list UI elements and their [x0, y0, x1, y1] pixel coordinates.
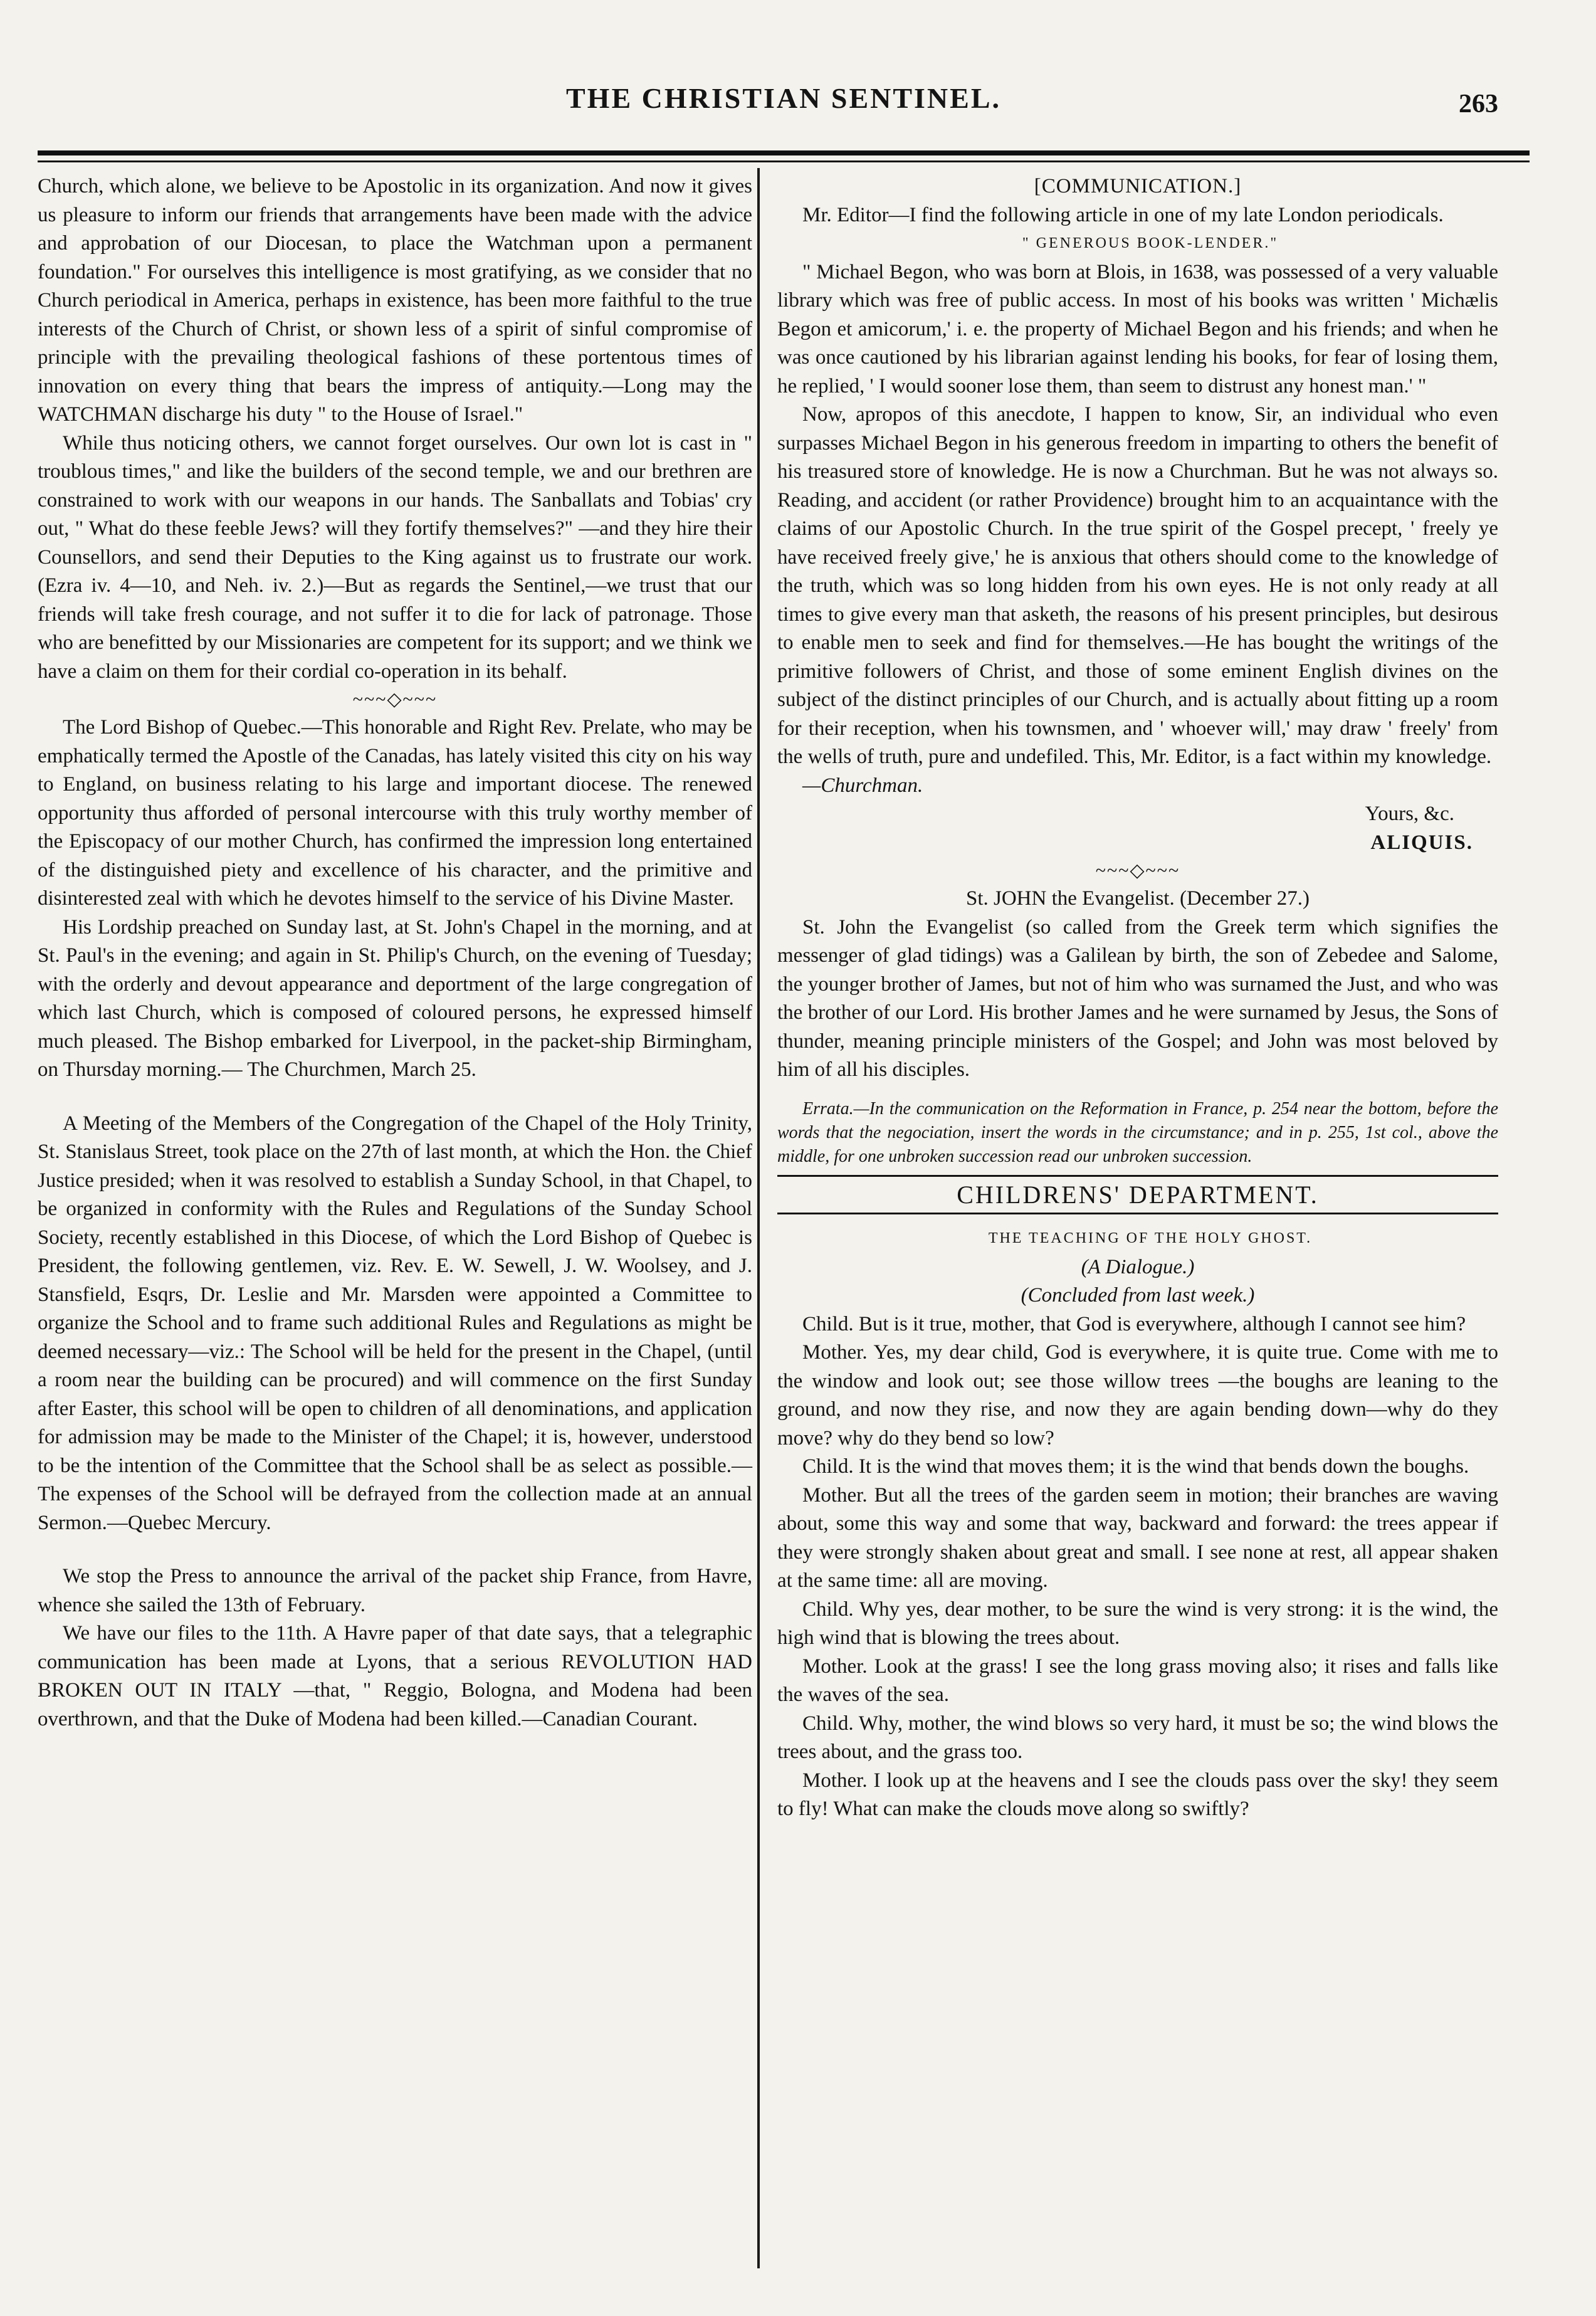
paragraph-editor-intro: Mr. Editor—I find the following article in one of my late London periodicals.	[802, 203, 1444, 226]
page-header	[38, 82, 1530, 150]
dialogue-line: Child. It is the wind that moves them; it is the wind that bends down the boughs.	[802, 1455, 1469, 1478]
page-number: 263	[1459, 90, 1498, 118]
dialogue-line: Mother. Yes, my dear child, God is everywhere, it is quite true. Come with me to the window and look out; see those willow trees —the boughs are leaning to the ground, and now they rise, and now they are again bending down—why do they move? why do they bend so low?	[777, 1341, 1498, 1450]
signature-aliquis: ALIQUIS.	[1370, 831, 1473, 854]
ornament-divider: ~~~◇~~~	[1095, 860, 1180, 881]
dialogue-line: Child. But is it true, mother, that God is everywhere, although I cannot see him?	[802, 1312, 1466, 1335]
yours-signoff: Yours, &c.	[1365, 803, 1454, 825]
paragraph-watchman: Church, which alone, we believe to be Apostolic in its organization. And now it gives us pleasure to inform our friends that arrangements have been made with the advice and approbation of our Diocesan, to place the Watchman upon a permanent foundation." For ourselves this intelligence is most gratifying, as we consider that no Church periodical in America, perhaps in existence, has been more faithful to the true interests of the Church of Christ, or shown less of a spirit of sinful compromise of principle with the prevailing theological fashions of these portentous times of innovation on every thing that bears the impress of antiquity.—Long may the WATCHMAN discharge his duty " to the House of Israel."	[38, 175, 752, 426]
paragraph-stop-the-press: We stop the Press to announce the arrival of the packet ship France, from Havre, whence she sailed the 13th of February.	[38, 1565, 752, 1616]
dialogue-line: Mother. But all the trees of the garden seem in motion; their branches are waving about, some this way and some that way, backward and forward: the trees appear if they were strongly shaken about great and small. I see none at rest, all appear shaken at the same time: all are moving.	[777, 1483, 1498, 1592]
dialogue-line: Child. Why, mother, the wind blows so very hard, it must be so; the wind blows the trees about, and the grass too.	[777, 1712, 1498, 1763]
childrens-department-heading: CHILDRENS' DEPARTMENT.	[777, 1175, 1498, 1215]
dialogue-concluded: (Concluded from last week.)	[1021, 1284, 1255, 1307]
paragraph-lordship-preached: His Lordship preached on Sunday last, at St. John's Chapel in the morning, and at St. Paul's in the evening; and again in St. Philip's Church, on the evening of Tuesday; with the orderly and devout appearance and deportment of the large congregation of which last Church, which is composed of coloured persons, he expressed himself much pleased. The Bishop embarked for Liverpool, in the packet-ship Birmingham, on Thursday morning.— The Churchmen, March 25.	[38, 915, 752, 1081]
spacer	[38, 1085, 752, 1110]
st-john-heading: St. JOHN the Evangelist. (December 27.)	[965, 887, 1310, 910]
right-column	[777, 172, 1498, 1824]
paragraph-bishop-of-quebec: The Lord Bishop of Quebec.—This honorable and Right Rev. Prelate, who may be emphatically termed the Apostle of the Canadas, has lately visited this city on his way to England, on business relating to his large and important diocese. The renewed opportunity thus afforded of personal intercourse with this truly worthy member of the Episcopacy of our mother Church, has confirmed the impression long entertained of the distinguished piety and excellence of his character, and the primitive and disinterested zeal with which he devotes himself to the service of his Divine Master.	[38, 716, 752, 910]
dialogue-line: Mother. Look at the grass! I see the long grass moving also; it rises and falls like the waves of the sea.	[777, 1655, 1498, 1706]
left-column	[38, 172, 752, 1734]
column-divider	[757, 168, 760, 2268]
source-churchman: —Churchman.	[802, 774, 923, 797]
spacer	[777, 1085, 1498, 1097]
communication-label: [COMMUNICATION.]	[1034, 175, 1242, 197]
paragraph-sunday-school-meeting: A Meeting of the Members of the Congregation of the Chapel of the Holy Trinity, St. Stanislaus Street, took place on the 27th of last month, at which the Hon. the Chief Justice presided; when it was resolved to establish a Sunday School, in that Chapel, to be organized in conformity with the Rules and Regulations of the Sunday School Society, recently established in this Diocese, of which the Lord Bishop of Quebec is President, the following gentlemen, viz. Rev. E. W. Sewell, J. W. Woolsey, and J. Stansfield, Esqrs, Dr. Leslie and Mr. Marsden were appointed a Committee to organize the School and to frame such additional Rules and Regulations as might be deemed necessary—viz.: The School will be held for the present in the Chapel, (until a room near the building can be procured) and will commence on the first Sunday after Easter, this school will be open to children of all denominations, and application for admission may be made to the Minister of the Chapel; it is, however, understood to be the intention of the Committee that the School shall be as select as possible.—The expenses of the School will be defrayed from the collection made at an annual Sermon.—Quebec Mercury.	[38, 1112, 752, 1534]
article-title-book-lender: " GENEROUS BOOK-LENDER."	[1022, 235, 1279, 251]
spacer	[38, 1537, 752, 1562]
paragraph-st-john: St. John the Evangelist (so called from the Greek term which signifies the messenger of glad tidings) was a Galilean by birth, the son of Zebedee and Salome, the younger brother of James, but not of him who was surnamed the Just, and who was the brother of our Lord. His brother James and he were surnamed by Jesus, the Sons of thunder, meaning principle ministers of the Gospel; and John was most beloved by him of all his disciples.	[777, 915, 1498, 1081]
paragraph-ourselves: While thus noticing others, we cannot forget ourselves. Our own lot is cast in " troublous times," and like the builders of the second temple, we and our brethren are constrained to work with our weapons in our hands. The Sanballats and Tobias' cry out, " What do these feeble Jews? will they fortify themselves?" —and they hire their Counsellors, and send their Deputies to the King against us to frustrate our work. (Ezra iv. 4—10, and Neh. iv. 2.)—But as regards the Sentinel,—we trust that our friends will take fresh courage, and not suffer it to die for lack of patronage. Those who are benefitted by our Missionaries are competent for its support; and we think we have a claim on them for their cordial co-operation in its behalf.	[38, 431, 752, 683]
dialogue-title: THE TEACHING OF THE HOLY GHOST.	[988, 1230, 1313, 1246]
dialogue-line: Child. Why yes, dear mother, to be sure the wind is very strong: it is the wind, the high wind that is blowing the trees about.	[777, 1598, 1498, 1649]
errata-note: Errata.—In the communication on the Reformation in France, p. 254 near the bottom, before the words that the negociation, insert the words in the circumstance; and in p. 255, 1st col., above the middle, for one unbroken succession read our unbroken succession.	[777, 1098, 1498, 1166]
dialogue-line: Mother. I look up at the heavens and I see the clouds pass over the sky! they seem to fly! What can make the clouds move along so swiftly?	[777, 1769, 1498, 1820]
paragraph-apropos: Now, apropos of this anecdote, I happen to know, Sir, an individual who even surpasses Michael Begon in his generous freedom in imparting to others the benefit of his treasured store of knowledge. He is now a Churchman. But he was not always so. Reading, and accident (or rather Providence) brought him to an acquaintance with the claims of our Apostolic Church. In the true spirit of the Gospel precept, ' freely ye have received freely give,' he is anxious that others should come to the knowledge of the truth, which was so long hidden from his own eyes. He is not only ready at all times to give every man that asketh, the reasons of his present principles, but desirous to enable men to seek and find for themselves.—He has bought the writings of the primitive followers of Christ, and those of some eminent English divines on the subject of the distinct principles of our Church, and is actually about fitting up a room for their reception, when his townsmen, and ' whoever will,' may draw ' freely' from the wells of truth, pure and undefiled. This, Mr. Editor, is a fact within my knowledge.	[777, 403, 1498, 768]
header-rule-thick	[38, 150, 1530, 155]
paragraph-havre-news: We have our files to the 11th. A Havre paper of that date says, that a telegraphic communication has been made at Lyons, that a serious REVOLUTION HAD BROKEN OUT IN ITALY —that, " Reggio, Bologna, and Modena had been overthrown, and that the Duke of Modena had been killed.—Canadian Courant.	[38, 1622, 752, 1730]
dialogue-subtitle: (A Dialogue.)	[1081, 1255, 1195, 1278]
ornament-divider: ~~~◇~~~	[352, 689, 438, 710]
header-rule-thin	[38, 161, 1530, 162]
paragraph-michael-begon: " Michael Begon, who was born at Blois, in 1638, was possessed of a very valuable library which was free of public access. In most of his books was written ' Michælis Begon et amicorum,' i. e. the property of Michael Begon and his friends; and when he was once cautioned by his librarian against lending his books, for fear of losing them, he replied, ' I would sooner lose them, than seem to distrust any honest man.' "	[777, 260, 1498, 397]
running-title: THE CHRISTIAN SENTINEL.	[565, 82, 1002, 114]
